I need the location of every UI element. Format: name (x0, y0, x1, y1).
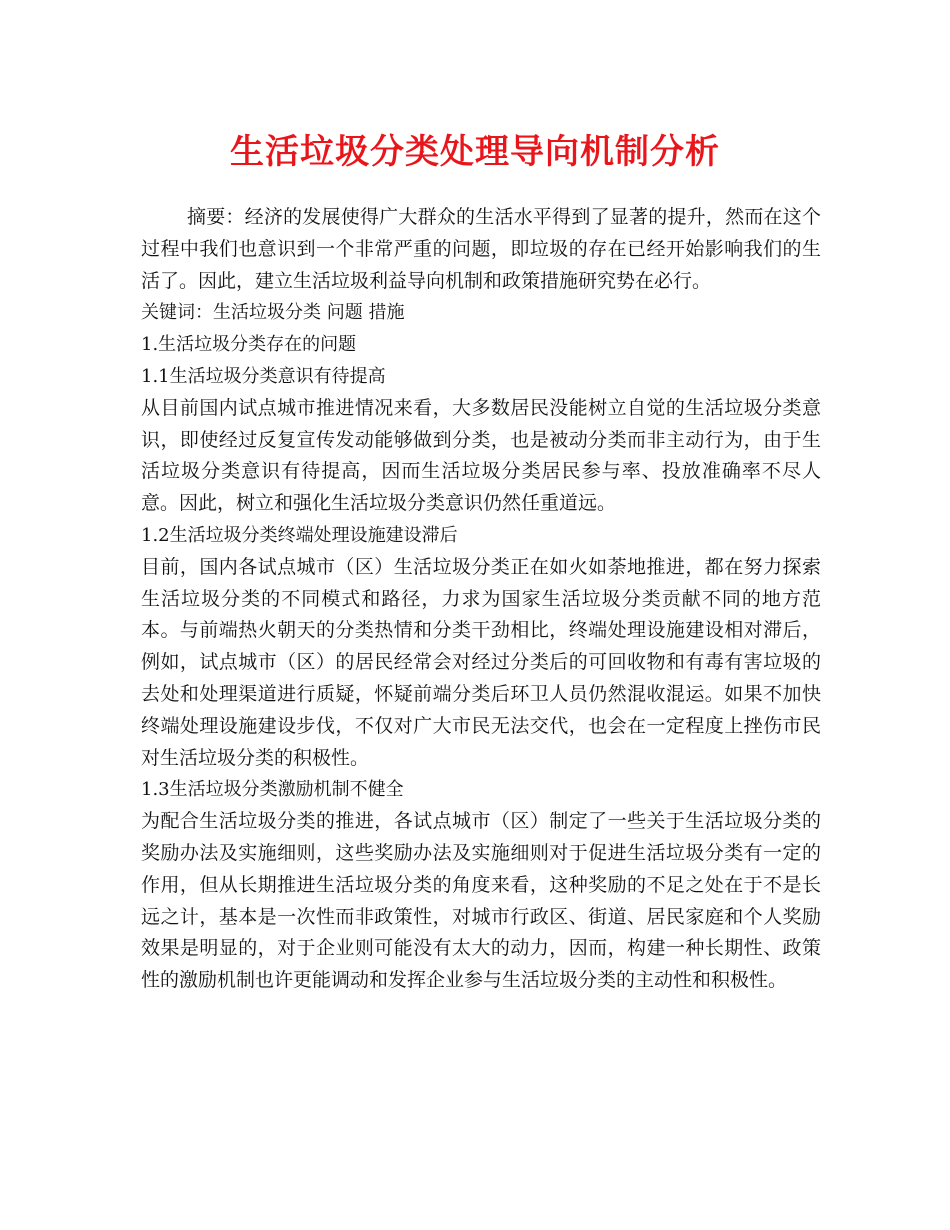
subsection-paragraph-1-2: 目前，国内各试点城市（区）生活垃圾分类正在如火如荼地推进，都在努力探索生活垃圾分类的不同模式和路径，力求为国家生活垃圾分类贡献不同的地方范本。与前端热火朝天的分类热情和分类干劲相比，终端处理设施建设相对滞后，例如，试点城市（区）的居民经常会对经过分类后的可回收物和有毒有害垃圾的去处和处理渠道进行质疑，怀疑前端分类后环卫人员仍然混收混运。如果不加快终端处理设施建设步伐，不仅对广大市民无法交代，也会在一定程度上挫伤市民对生活垃圾分类的积极性。 (141, 555, 821, 769)
document-title: 生活垃圾分类处理导向机制分析 (230, 132, 720, 172)
keywords-line: 关键词：生活垃圾分类 问题 措施 (141, 302, 405, 324)
subsection-paragraph-1-1: 从目前国内试点城市推进情况来看，大多数居民没能树立自觉的生活垃圾分类意识，即使经过反复宣传发动能够做到分类，也是被动分类而非主动行为，由于生活垃圾分类意识有待提高，因而生活垃圾分类居民参与率、投放准确率不尽人意。因此，树立和强化生活垃圾分类意识仍然任重道远。 (141, 396, 821, 515)
subsection-heading-1-3: 1.3生活垃圾分类激励机制不健全 (141, 779, 404, 801)
section-heading-1: 1.生活垃圾分类存在的问题 (141, 334, 357, 356)
subsection-heading-1-1: 1.1生活垃圾分类意识有待提高 (141, 365, 386, 387)
document-body (141, 202, 821, 997)
abstract-paragraph: 摘要：经济的发展使得广大群众的生活水平得到了显著的提升，然而在这个过程中我们也意识到一个非常严重的问题，即垃圾的存在已经开始影响我们的生活了。因此，建立生活垃圾利益导向机制和政策措施研究势在必行。 (141, 206, 821, 292)
subsection-paragraph-1-3: 为配合生活垃圾分类的推进，各试点城市（区）制定了一些关于生活垃圾分类的奖励办法及实施细则，这些奖励办法及实施细则对于促进生活垃圾分类有一定的作用，但从长期推进生活垃圾分类的角度来看，这种奖励的不足之处在于不是长远之计，基本是一次性而非政策性，对城市行政区、街道、居民家庭和个人奖励效果是明显的，对于企业则可能没有太大的动力，因而，构建一种长期性、政策性的激励机制也许更能调动和发挥企业参与生活垃圾分类的主动性和积极性。 (141, 810, 821, 992)
subsection-heading-1-2: 1.2生活垃圾分类终端处理设施建设滞后 (141, 524, 458, 546)
